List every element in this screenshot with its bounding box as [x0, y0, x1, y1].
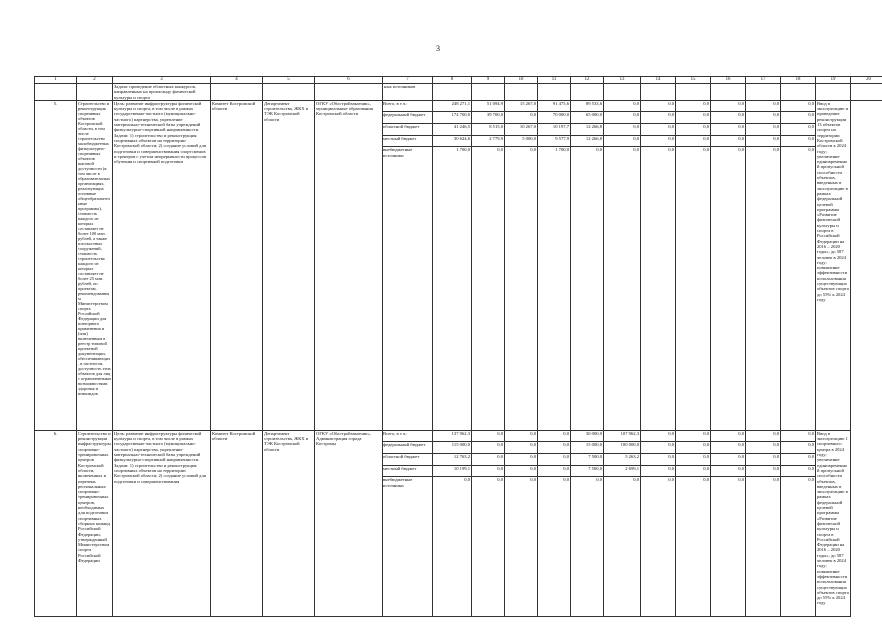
value: 0,0 [530, 430, 536, 436]
value: 0,0 [746, 111, 781, 123]
value: 0,0 [563, 430, 569, 436]
value-cell [472, 430, 505, 616]
value: 5 000,0 [505, 135, 538, 147]
row-number: 6. [35, 430, 77, 616]
executor: Департамент строительства, ЖКХ и ТЭК Костромской области [263, 100, 315, 430]
source-label: внебюджетные источники [383, 146, 433, 158]
value: 0,0 [711, 441, 746, 453]
value: 0,0 [472, 441, 505, 453]
value-cell [746, 430, 781, 616]
column-number: 2 [77, 77, 113, 84]
value: 0,0 [746, 453, 781, 465]
column-number: 5 [263, 77, 315, 84]
value-cell [505, 100, 538, 430]
value: 0,0 [711, 476, 746, 482]
value-cell [538, 430, 571, 616]
value: 0,0 [641, 146, 676, 152]
column-number: 6 [315, 77, 383, 84]
value: 0,0 [711, 146, 746, 152]
value: 2 779,9 [472, 135, 505, 147]
table-row-continuation [35, 84, 882, 101]
row-number: 5. [35, 100, 77, 430]
column-number: 17 [746, 77, 781, 84]
value: 0,0 [773, 430, 779, 436]
column-number: 10 [505, 77, 538, 84]
value: 0,0 [676, 465, 711, 477]
value: 12 266,8 [571, 123, 604, 135]
value: 0,0 [505, 476, 538, 482]
value-cell [781, 100, 816, 430]
column-number: 16 [711, 77, 746, 84]
value: 12 266,8 [571, 135, 604, 147]
value: 0,0 [676, 123, 711, 135]
value: 15 000,0 [571, 441, 604, 453]
column-number: 7 [383, 77, 433, 84]
value: 0,0 [738, 100, 744, 106]
value: 0,0 [571, 476, 604, 482]
source-label: областной бюджет [383, 453, 433, 465]
funding-sources [383, 430, 433, 616]
column-number: 14 [641, 77, 676, 84]
value: 0,0 [676, 146, 711, 152]
value: 0,0 [676, 135, 711, 147]
column-number: 11 [538, 77, 571, 84]
value: 0,0 [433, 476, 472, 482]
source-label: местный бюджет [383, 135, 433, 147]
participant: ОГКУ «Облстройзаказчик», Администрация города Костромы [315, 430, 383, 616]
value-cell [571, 100, 604, 430]
value: 0,0 [781, 453, 816, 465]
value: 0,0 [641, 441, 676, 453]
value: 0,0 [472, 146, 505, 152]
column-number: 4 [211, 77, 263, 84]
value: 0,0 [676, 441, 711, 453]
table-row [35, 100, 882, 430]
value: 0,0 [773, 100, 779, 106]
value: 0,0 [746, 123, 781, 135]
value: 91 475,6 [552, 100, 569, 106]
value: 65 000,0 [571, 111, 604, 123]
column-number: 13 [604, 77, 641, 84]
column-number: 18 [781, 77, 816, 84]
value: 0,0 [538, 465, 571, 477]
value: 0,0 [538, 476, 571, 482]
source-label: федеральный бюджет [383, 111, 433, 123]
value: 10 199,1 [433, 465, 472, 477]
value: 0,0 [604, 135, 641, 147]
measure-name: Строительство и реконструкция спортивных объектов Костромской области, в том числе строительство малобюджетных физкультурно-спортивных объектов шаговой доступности (в том числе в образовательных организациях, реализующих основные общеобразовательные программы), стоимость каждого из которых составляет не более 100 млн. рублей, а также плоскостных сооружений, стоимость строительства каждого из которых составляет не более 25 млн. рублей, по проектам, рекомендованным Министерством спорта Российской Федерации для повторного применения и (или) включенным в реестр типовой проектной документации, обеспечивающих, в частности, доступность этих объектов для лиц с ограниченными возможностями здоровья и инвалидов [77, 100, 113, 430]
expected-result: Ввод в эксплуатацию и проведение реконструкции 13 объектов спорта на территории Костромской области к 2024 году; увеличение единовременной пропускной способности объектов, введенных в эксплуатацию в рамках федеральной целевой программы «Развитие физической культуры и спорта в Российской Федерации на 2016 – 2020 годы», до 587 человек в 2024 году; повышение эффективности использования существующих объектов спорта до 55% к 2024 году [816, 100, 851, 430]
value: 0,0 [676, 476, 711, 482]
column-number: 1 [35, 77, 77, 84]
value-cell [433, 430, 472, 616]
value-cell [433, 100, 472, 430]
source-label: местный бюджет [383, 465, 433, 477]
responsible: Комитет Костромской области [211, 430, 263, 616]
column-number: 19 [816, 77, 851, 84]
value: 0,0 [505, 441, 538, 453]
value: 51 094,9 [486, 100, 503, 106]
value: 89 533,6 [585, 100, 602, 106]
value-cell [746, 100, 781, 430]
value: 10 267,0 [505, 123, 538, 135]
value: 0,0 [641, 135, 676, 147]
value-cell [472, 100, 505, 430]
value: 0,0 [505, 453, 538, 465]
value: 0,0 [641, 453, 676, 465]
value: 0,0 [746, 476, 781, 482]
value: 0,0 [497, 430, 503, 436]
value: 7 500,0 [571, 453, 604, 465]
value: 0,0 [781, 123, 816, 135]
value: 0,0 [711, 111, 746, 123]
source-label: внебюджетные источники [383, 476, 433, 488]
value-cell [604, 100, 641, 430]
value: 100 000,0 [604, 441, 641, 453]
value-cell [538, 100, 571, 430]
value: 0,0 [711, 453, 746, 465]
funding-sources [383, 100, 433, 430]
value: 0,0 [472, 453, 505, 465]
column-number: 20 [851, 77, 882, 84]
value: 0,0 [711, 465, 746, 477]
value: 0,0 [703, 430, 709, 436]
value: 0,0 [505, 465, 538, 477]
value: 0,0 [808, 430, 814, 436]
value: 0,0 [808, 100, 814, 106]
value: 30 000,0 [585, 430, 602, 436]
column-number: 8 [433, 77, 472, 84]
value: 0,0 [676, 111, 711, 123]
value: 9 577,9 [538, 135, 571, 147]
value: 0,0 [668, 430, 674, 436]
value-cell [505, 430, 538, 616]
value: 30 624,6 [433, 135, 472, 147]
value: 0,0 [738, 430, 744, 436]
value: 0,0 [604, 476, 641, 482]
value: 0,0 [676, 453, 711, 465]
value: 0,0 [781, 111, 816, 123]
measure-goal: Цель: развитие инфраструктуры физической культуры и спорта, в том числе в рамках государственно-частного (муниципально-частного) партнерства, укрепление материально-технической базы учреждений физкультурно-спортивной направленности. Задачи: 1) строительство и реконструкция спортивных объектов на территории Костромской области; 2) создание условий для подготовки и совершенствования спортсменов и тренеров с учетом непрерывности процессов обучения и спортивной подготовки [113, 100, 211, 430]
value: 70 000,0 [538, 111, 571, 123]
value: 0,0 [604, 123, 641, 135]
value: 0,0 [711, 123, 746, 135]
source-label: федеральный бюджет [383, 441, 433, 453]
value-cell [604, 430, 641, 616]
value: 0,0 [641, 465, 676, 477]
page-number: 3 [436, 44, 440, 53]
value: 0,0 [781, 465, 816, 477]
executor: Департамент строительства, ЖКХ и ТЭК Костромской области [263, 430, 315, 616]
value: 137 962,3 [451, 430, 470, 436]
value: 0,0 [641, 111, 676, 123]
value: 107 962,3 [620, 430, 639, 436]
value-cell [711, 430, 746, 616]
value: 115 000,0 [433, 441, 472, 453]
value: 0,0 [505, 111, 538, 123]
cont-source-tail: ных источников [383, 84, 433, 101]
value-cell [571, 430, 604, 616]
value: 7 500,0 [571, 465, 604, 477]
measure-name: Строительство и реконструкция инфраструктуры спортивно-тренировочных центров Костромской области, включенных в перечень региональных спортивно-тренировочных центров, необходимых для подготовки спортивных сборных команд Российской Федерации, утвержденный Министерством спорта Российской Федерации [77, 430, 113, 616]
source-label: Всего, в т.ч.: [383, 430, 408, 436]
value: 0,0 [781, 441, 816, 453]
value: 0,0 [505, 146, 538, 152]
value-cell [641, 430, 676, 616]
value: 0,0 [604, 111, 641, 123]
value: 0,0 [571, 146, 604, 152]
value: 15 267,0 [519, 100, 536, 106]
value: 2 699,1 [604, 465, 641, 477]
value: 10 197,7 [538, 123, 571, 135]
measure-goal: Цель: развитие инфраструктуры физической культуры и спорта, в том числе в рамках государственно-частного (муниципально-частного) партнерства, укрепление материально-технической базы учреждений физкультурно-спортивной направленности. Задачи: 1) строительство и реконструкция спортивных объектов на территории Костромской области; 2) создание условий для подготовки и совершенствования [113, 430, 211, 616]
value: 0,0 [781, 476, 816, 482]
value: 0,0 [703, 100, 709, 106]
value-cell [781, 430, 816, 616]
value: 0,0 [781, 135, 816, 147]
value-cell [641, 100, 676, 430]
value: 12 763,2 [433, 453, 472, 465]
column-number-header [35, 77, 882, 84]
value: 0,0 [781, 146, 816, 152]
value: 0,0 [711, 135, 746, 147]
value: 0,0 [472, 465, 505, 477]
cont-task: Задача: проведение областных конкурсов, направленных на пропаганду физической культуры и спорта [113, 84, 211, 101]
source-label: областной бюджет [383, 123, 433, 135]
value: 174 700,0 [433, 111, 472, 123]
value: 0,0 [746, 135, 781, 147]
value: 1 700,0 [538, 146, 571, 152]
column-number: 9 [472, 77, 505, 84]
value: 0,0 [641, 476, 676, 482]
value: 0,0 [746, 146, 781, 152]
column-number: 12 [571, 77, 604, 84]
table-row [35, 430, 882, 616]
value: 8 515,0 [472, 123, 505, 135]
value: 1 700,0 [433, 146, 472, 152]
participant: ОГКУ «Облстройзаказчик», муниципальные образования Костромской области [315, 100, 383, 430]
value: 0,0 [746, 441, 781, 453]
value-cell [676, 430, 711, 616]
column-number: 15 [676, 77, 711, 84]
value: 0,0 [746, 465, 781, 477]
value: 0,0 [538, 441, 571, 453]
column-number: 3 [113, 77, 211, 84]
source-label: Всего, в т.ч.: [383, 100, 408, 106]
value: 39 700,0 [472, 111, 505, 123]
value: 0,0 [472, 476, 505, 482]
value: 248 271,1 [451, 100, 470, 106]
program-table [34, 76, 882, 617]
value: 0,0 [604, 146, 641, 152]
value: 0,0 [538, 453, 571, 465]
value-cell [676, 100, 711, 430]
value: 0,0 [668, 100, 674, 106]
expected-result: Ввод в эксплуатацию 1 спортивного центра в 2024 году; увеличение единовременной пропускной способности объектов, введенных в эксплуатацию в рамках федеральной целевой программы «Развитие физической культуры и спорта в Российской Федерации на 2016 – 2020 годы», до 587 человек в 2024 году; повышение эффективности использования существующих объектов спорта до 55% к 2024 году [816, 430, 851, 616]
value: 41 246,5 [433, 123, 472, 135]
value: 5 263,2 [604, 453, 641, 465]
responsible: Комитет Костромской области [211, 100, 263, 430]
value-cell [711, 100, 746, 430]
value: 0,0 [633, 100, 639, 106]
value: 0,0 [641, 123, 676, 135]
